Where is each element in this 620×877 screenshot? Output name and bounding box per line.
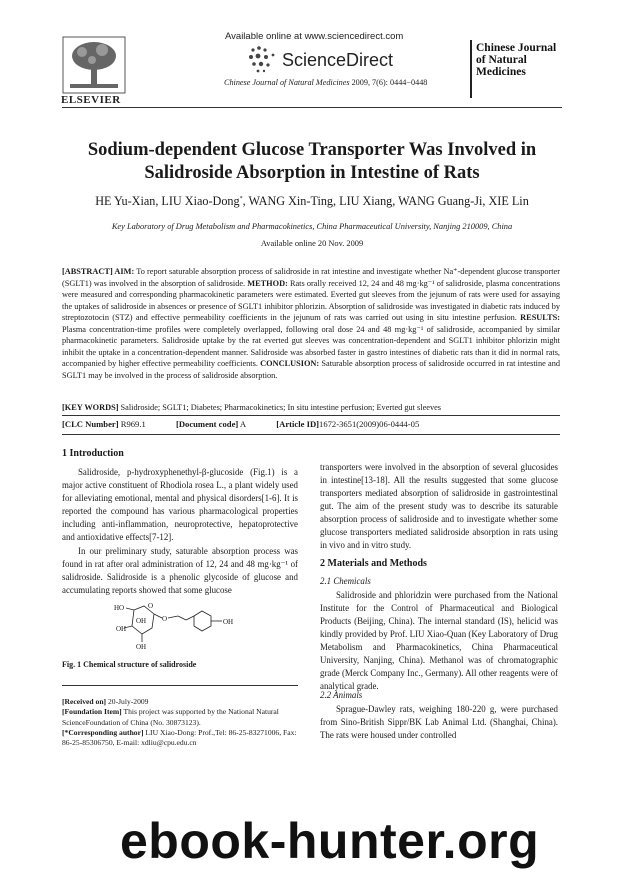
- online-date: Available online 20 Nov. 2009: [260, 239, 364, 248]
- journal-citation: [224, 78, 427, 87]
- clc-number: [62, 419, 160, 429]
- footnote-corresponding: [62, 728, 298, 749]
- footnote-received: [62, 697, 298, 707]
- abstract-method: Rats orally received 12, 24 and 48 mg·kg⁻¹ of salidroside, plasma concentrations were measured and corresponding pharmacokinetic parameters were estimated. Everted gut sleeves from the jejunum of rats were used for assaying the uptakes of salidroside in absences or presence of SGLT1 inhibitor phlorizin. Absorption of salidroside was investigated in diabetic rats induced by streptozotocin (STZ) and effective permeability coefficients in the jejunum of rats was carried out using in situ intestine perfusion.: [62, 278, 560, 322]
- corresponding-label: [*Corresponding author]: [62, 727, 144, 737]
- id-label: [Article ID]: [276, 419, 320, 429]
- author-list: [62, 194, 562, 209]
- corresponding-value: LIU Xiao-Dong: Prof.,Tel: 86-25-83271006, Fax: 86-25-85306750, E-mail: xdliu@cpu.edu.cn: [62, 727, 297, 748]
- clc-label: [CLC Number]: [62, 419, 119, 429]
- document-code: [176, 419, 260, 429]
- publisher-name: ELSEVIER: [61, 94, 121, 106]
- corresponding-mark: *: [239, 195, 243, 202]
- figure-caption: Fig. 1 Chemical structure of salidroside: [62, 660, 197, 669]
- watermark-link[interactable]: ebook-hunter.org: [120, 813, 540, 869]
- footnote-divider: [62, 685, 298, 686]
- sciencedirect-wordmark: ScienceDirect: [282, 50, 394, 70]
- subsection-animals: 2.2 Animals: [320, 690, 363, 700]
- section-heading-methods: 2 Materials and Methods: [320, 558, 427, 569]
- doc-value: A: [238, 419, 247, 429]
- animals-paragraph: Sprague-Dawley rats, weighing 180-220 g, were purchased from Sino-British Sippr/BK Lab Animal Ltd. (Shanghai, China). The rats were housed under controlled: [320, 704, 558, 740]
- authors-part-1: HE Yu-Xian, LIU Xiao-Dong: [95, 194, 240, 208]
- footnotes: [62, 697, 298, 748]
- citation-journal: Chinese Journal of Natural Medicines: [224, 78, 350, 87]
- id-value: 1672-3651(2009)06-0444-05: [319, 419, 420, 429]
- intro-paragraph-3: transporters were involved in the absorption of several glucosides in intestine[13-18]. All the results suggested that some glucose transporters mediated absorption of salidroside in gastrointestinal gut. The aim of the present study was to describe its saturable absorption process of salidroside and to investigate whether some glucose transporters mediated salidroside absorption in rats using in vivo and in vitro study.: [320, 462, 558, 550]
- available-online-text: Available online at www.sciencedirect.com: [225, 31, 404, 42]
- article-title: Sodium-dependent Glucose Transporter Was Involved in Salidroside Absorption in Intestine of Rats: [87, 140, 537, 183]
- abstract: [62, 266, 560, 381]
- fig-label-oh-2: OH: [116, 625, 127, 633]
- abstract-divider: [62, 415, 560, 416]
- results-label: RESULTS:: [520, 313, 560, 322]
- authors-part-2: , WANG Xin-Ting, LIU Xiang, WANG Guang-Ji, XIE Lin: [242, 194, 529, 208]
- fig-label-o-ring: O: [148, 602, 154, 610]
- fig-label-oh-1: OH: [136, 617, 147, 625]
- foundation-value: This project was supported by the National Natural ScienceFoundation of China (No. 30873123).: [62, 707, 279, 727]
- fig-label-oh-phenol: OH: [223, 618, 234, 626]
- method-label: METHOD:: [247, 278, 288, 288]
- affiliation: Key Laboratory of Drug Metabolism and Pharmacokinetics, China Pharmaceutical University, Nanjing 210009, China: [111, 222, 513, 231]
- foundation-label: [Foundation Item]: [62, 707, 122, 717]
- fig-label-ho: HO: [114, 604, 125, 612]
- classification-divider: [62, 434, 560, 435]
- elsevier-tree-logo-icon: [62, 36, 126, 94]
- subsection-chemicals: 2.1 Chemicals: [320, 576, 371, 586]
- citation-volume: 2009, 7(6): 0444−0448: [351, 78, 428, 87]
- abstract-label: [ABSTRACT] AIM:: [62, 267, 135, 276]
- article-id: [276, 419, 433, 429]
- received-label: [Received on]: [62, 697, 107, 706]
- abstract-conclusion: Saturable absorption process of salidroside occurred in rat intestine and SGLT1 may be involved in the process of salidroside absorption.: [62, 359, 561, 380]
- fig-label-oh-3: OH: [136, 643, 147, 651]
- section-heading-introduction: 1 Introduction: [62, 448, 124, 459]
- classification-line: [62, 419, 560, 429]
- fig-label-o-link: O: [162, 615, 168, 623]
- conclusion-label: CONCLUSION:: [260, 359, 320, 368]
- intro-paragraph-2: In our preliminary study, saturable absorption process was found in rat after oral administration of 12, 24 and 48 mg·kg⁻¹ of salidroside. Salidroside is a phenolic glycoside of glucose and accumulating reports showed that some glucose: [62, 546, 298, 595]
- keywords-label: [KEY WORDS]: [62, 403, 119, 412]
- received-value: 20-July-2009: [106, 697, 149, 706]
- chemicals-paragraph: Salidroside and phloridzin were purchased from the National Institute for the Control of Pharmaceutical and Biological Products (Beijing, China). The internal standard (IS), helicid was kindly provided by Prof. LIU Xiao-Quan (Key Laboratory of Drug Metabolism and Pharmacokinetics, China Pharmaceutical University, Nanjing, China). Methanol was of chromatographic grade (Merck Company Inc., Germany). All other reagents were of analytical grade.: [320, 590, 558, 691]
- abstract-aim: To report saturable absorption process of salidroside in rat intestine and investigate whether Na⁺-dependent glucose transporter (SGLT1) was involved in the absorption of salidroside.: [62, 267, 560, 288]
- intro-paragraph-1: Salidroside, p-hydroxyphenethyl-β-glucoside (Fig.1) is a major active constituent of Rhodiola rosea L., a plant widely used for alleviating emotional, mental and physical disorders[1-6]. It is reported the compound has various pharmacological properties including anti-inflammation, neuroprotective, hepatoprotective and antioxidative effects[7-12].: [62, 467, 298, 542]
- clc-value: R969.1: [118, 419, 146, 429]
- doc-label: [Document code]: [175, 419, 239, 429]
- journal-name: Chinese Journal of Natural Medicines: [476, 42, 557, 78]
- keywords: [62, 403, 560, 412]
- keywords-list: Salidroside; SGLT1; Diabetes; Pharmacokinetics; In situ intestine perfusion; Everted gut sleeves: [118, 403, 442, 412]
- salidroside-structure-figure: [62, 596, 298, 656]
- abstract-results: Plasma concentration-time profiles were completely overlapped, following oral dose 24 and 48 mg·kg⁻¹ of salidroside, accompanied by similar pharmacokinetic parameters. Salidroside uptake by the rat everted gut sleeves was concentration-dependent and SGLT1 inhibitor phlorizin might inhibit the uptake in a concentration-dependent manner. Salidroside was absorbed faster in gastro intestines of diabetic rats than it did in normal rats, accompanied by higher effective permeability coefficients.: [62, 324, 560, 368]
- header-divider: [62, 107, 562, 108]
- footnote-foundation: [62, 707, 298, 728]
